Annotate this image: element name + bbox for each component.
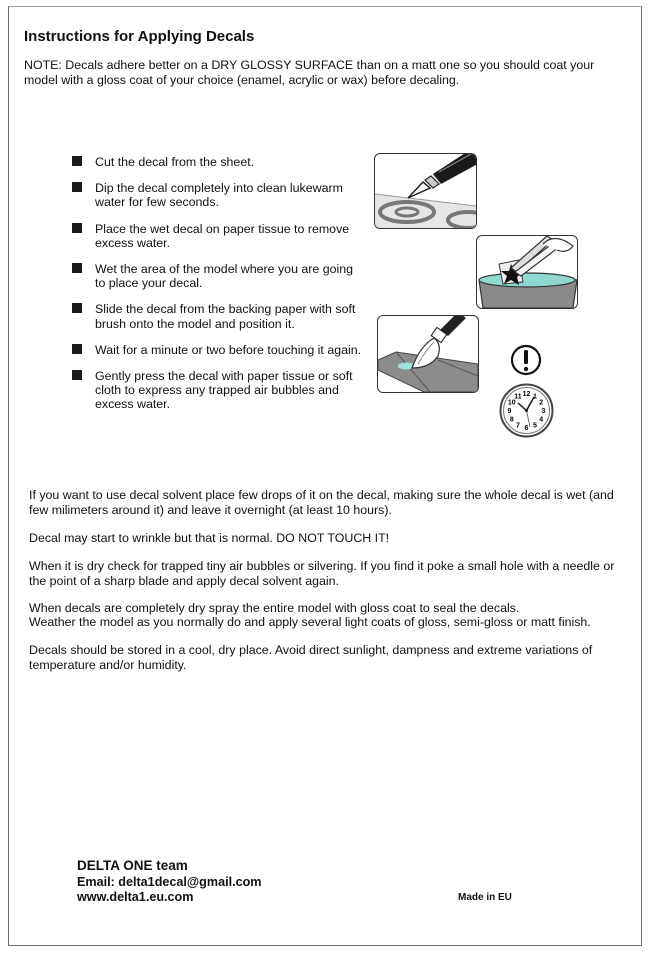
made-in-label: Made in EU <box>458 892 512 903</box>
bullet-square-icon <box>72 223 82 233</box>
footer-email[interactable]: Email: delta1decal@gmail.com <box>77 875 262 889</box>
exclamation-icon <box>510 344 542 376</box>
step-item <box>72 343 362 357</box>
step-item <box>72 262 362 290</box>
document-title: Instructions for Applying Decals <box>24 28 255 45</box>
clock-numeral: 8 <box>509 416 514 424</box>
step-item <box>72 369 362 412</box>
step-text: Dip the decal completely into clean lukewarm water for few seconds. <box>95 181 343 210</box>
paragraph-gloss-coat: When decals are completely dry spray the entire model with gloss coat to seal the decals. <box>29 601 520 615</box>
clock-numeral: 2 <box>539 399 544 407</box>
clock-icon <box>499 383 554 438</box>
paragraph-solvent: If you want to use decal solvent place few drops of it on the decal, making sure the whole decal is wet (and few milimeters around it) and leave it overnight (at least 10 hours). <box>29 488 614 517</box>
step-text: Place the wet decal on paper tissue to remove excess water. <box>95 221 350 250</box>
paragraph-storage: Decals should be stored in a cool, dry place. Avoid direct sunlight, dampness and extreme variations of temperature and/or humidity. <box>29 643 593 672</box>
step-item <box>72 155 362 169</box>
step-item <box>72 222 362 250</box>
clock-numeral: 11 <box>514 393 522 401</box>
clock-numeral: 6 <box>524 425 529 432</box>
bullet-square-icon <box>72 263 82 273</box>
bullet-square-icon <box>72 344 82 354</box>
clock-numeral: 7 <box>516 422 520 430</box>
tweezers-dipping-decal-illustration <box>476 235 578 309</box>
step-text: Wait for a minute or two before touching it again. <box>95 342 362 357</box>
clock-numeral: 1 <box>533 393 537 401</box>
footer-website[interactable]: www.delta1.eu.com <box>77 890 194 904</box>
knife-cutting-decal-illustration <box>374 153 477 229</box>
step-text: Gently press the decal with paper tissue or soft cloth to express any trapped air bubbles and excess water. <box>95 369 353 412</box>
steps-list <box>72 155 362 424</box>
bullet-square-icon <box>72 182 82 192</box>
step-text: Wet the area of the model where you are going to place your decal. <box>95 262 354 291</box>
clock-numeral: 4 <box>539 416 544 424</box>
bullet-square-icon <box>72 303 82 313</box>
paragraph-weather: Weather the model as you normally do and apply several light coats of gloss, semi-gloss or matt finish. <box>29 615 591 629</box>
note-text: NOTE: Decals adhere better on a DRY GLOSSY SURFACE than on a matt one so you should coat your model with a gloss coat of your choice (enamel, acrylic or wax) before decaling. <box>24 58 595 87</box>
paragraph-wrinkle: Decal may start to wrinkle but that is normal. DO NOT TOUCH IT! <box>29 531 390 545</box>
step-text: Slide the decal from the backing paper with soft brush onto the model and position it. <box>95 302 356 331</box>
clock-numeral: 10 <box>507 399 516 407</box>
clock-numeral: 9 <box>507 408 512 415</box>
brush-sliding-decal-illustration <box>377 315 479 393</box>
step-text: Cut the decal from the sheet. <box>95 155 255 169</box>
bullet-square-icon <box>72 370 82 380</box>
paragraph-bubbles: When it is dry check for trapped tiny air bubbles or silvering. If you find it poke a small hole with a needle or the point of a sharp blade and apply decal solvent again. <box>29 559 615 588</box>
step-item <box>72 181 362 209</box>
footer-team-name: DELTA ONE team <box>77 858 188 873</box>
step-item <box>72 302 362 330</box>
clock-numeral: 12 <box>522 391 531 398</box>
clock-numeral: 3 <box>541 408 546 415</box>
bullet-square-icon <box>72 156 82 166</box>
clock-numeral: 5 <box>533 422 537 430</box>
document-page <box>8 6 642 946</box>
